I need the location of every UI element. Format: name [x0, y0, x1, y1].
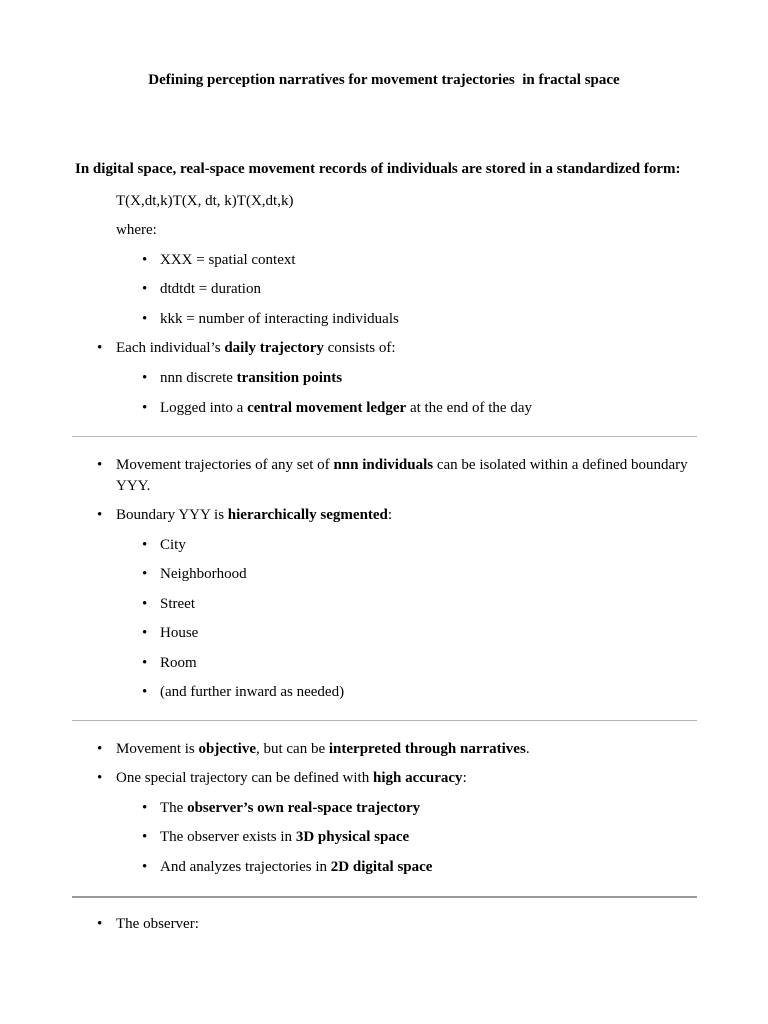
definition-item: dtdtdt = duration [160, 281, 261, 297]
bullet-marker: • [142, 625, 148, 641]
list-item-continuation: YYY. [116, 478, 151, 494]
list-item: The observer’s own real-space trajectory [160, 800, 421, 816]
section-divider [72, 720, 697, 721]
bullet-marker: • [142, 537, 148, 553]
boundary-level: (and further inward as needed) [160, 684, 345, 700]
bullet-marker: • [142, 655, 148, 671]
bullet-marker: • [142, 829, 148, 845]
formula-line: T(X,dt,k)T(X, dt, k)T(X,dt,k) [116, 193, 294, 209]
boundary-level: City [160, 537, 186, 553]
bullet-marker: • [97, 340, 103, 356]
list-item: Boundary YYY is hierarchically segmented: [116, 507, 393, 523]
boundary-level: Room [160, 655, 197, 671]
list-item: The observer: [116, 916, 199, 932]
list-item: Movement is objective, but can be interpreted through narratives. [116, 741, 530, 757]
bullet-marker: • [142, 400, 148, 416]
where-label: where: [116, 222, 157, 238]
bullet-marker: • [142, 566, 148, 582]
bullet-marker: • [142, 311, 148, 327]
list-item: nnn discrete transition points [160, 370, 343, 386]
bullet-marker: • [142, 281, 148, 297]
bullet-marker: • [142, 859, 148, 875]
bullet-marker: • [97, 741, 103, 757]
section-divider [72, 436, 697, 437]
bullet-marker: • [142, 596, 148, 612]
definition-item: XXX = spatial context [160, 252, 296, 268]
list-item: The observer exists in 3D physical space [160, 829, 410, 845]
boundary-level: Neighborhood [160, 566, 247, 582]
bullet-marker: • [97, 457, 103, 473]
boundary-level: House [160, 625, 199, 641]
bullet-marker: • [142, 684, 148, 700]
bullet-marker: • [97, 916, 103, 932]
bullet-marker: • [97, 770, 103, 786]
boundary-level: Street [160, 596, 195, 612]
bullet-marker: • [97, 507, 103, 523]
list-item: And analyzes trajectories in 2D digital space [160, 859, 433, 875]
list-item: Movement trajectories of any set of nnn individuals can be isolated within a defined boundary [116, 457, 688, 473]
list-item: Logged into a central movement ledger at the end of the day [160, 400, 532, 416]
section-heading: In digital space, real-space movement records of individuals are stored in a standardized form: [75, 161, 681, 177]
section-divider [72, 896, 697, 898]
document-title: Defining perception narratives for movement trajectories in fractal space [148, 72, 620, 88]
bullet-marker: • [142, 800, 148, 816]
list-item: One special trajectory can be defined with high accuracy: [116, 770, 467, 786]
list-item: Each individual’s daily trajectory consists of: [116, 340, 396, 356]
definition-item: kkk = number of interacting individuals [160, 311, 399, 327]
bullet-marker: • [142, 370, 148, 386]
bullet-marker: • [142, 252, 148, 268]
